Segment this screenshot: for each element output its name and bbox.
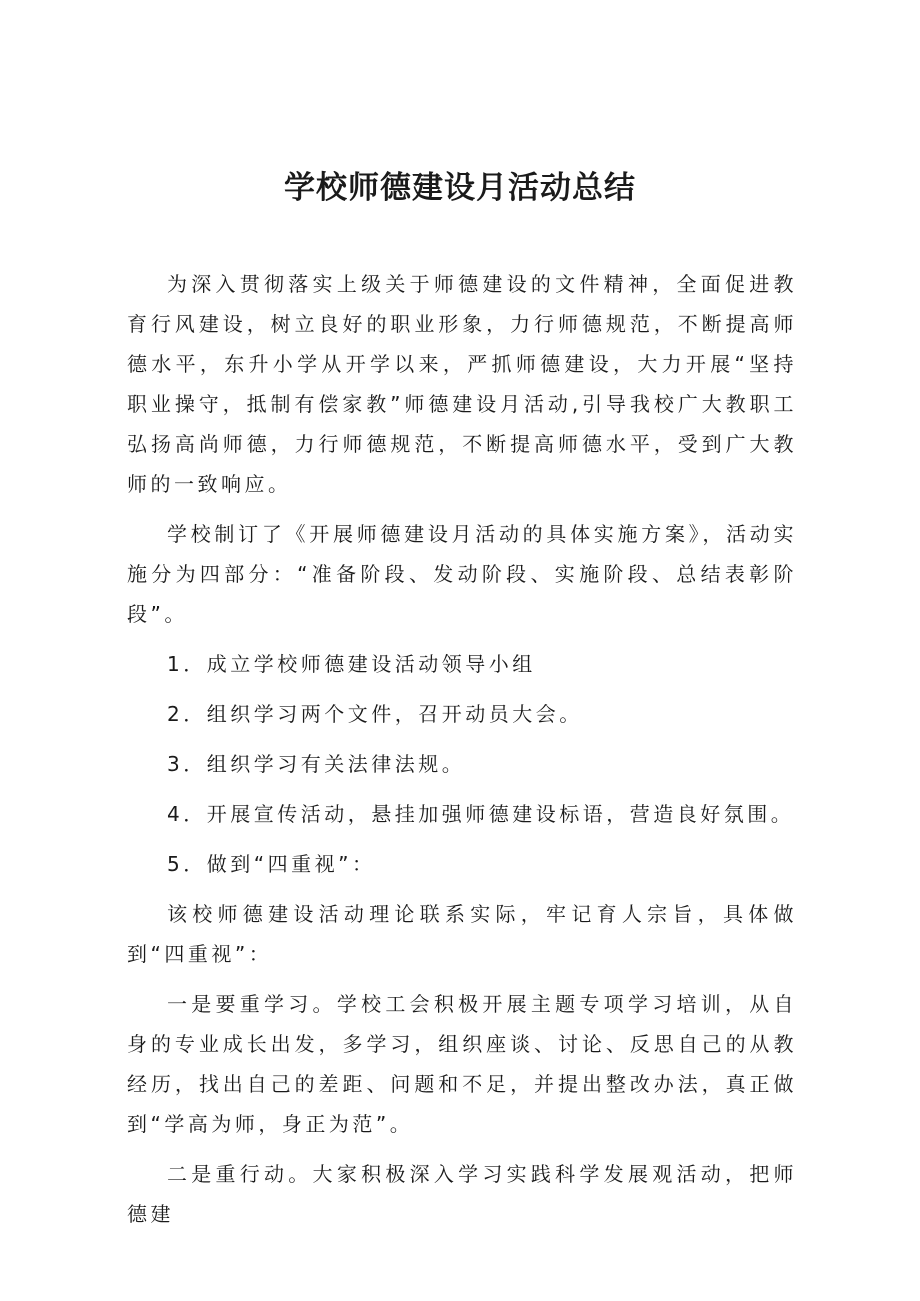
list-item-4: 4．开展宣传活动，悬挂加强师德建设标语，营造良好氛围。 [167, 802, 795, 826]
paragraph-study: 一是要重学习。学校工会积极开展主题专项学习培训，从自身的专业成长出发，多学习，组织座谈、讨论、反思自己的从教经历，找出自己的差距、问题和不足，并提出整改办法，真正做到“学高为师，身正为范”。 [127, 992, 797, 1136]
paragraph-action: 二是重行动。大家积极深入学习实践科学发展观活动，把师德建 [127, 1162, 797, 1226]
list-item-1: 1．成立学校师德建设活动领导小组 [167, 652, 536, 676]
paragraph-four-emphases: 该校师德建设活动理论联系实际，牢记育人宗旨，具体做到“四重视”： [127, 902, 797, 966]
paragraph-plan: 学校制订了《开展师德建设月活动的具体实施方案》，活动实施分为四部分：“准备阶段、发动阶段、实施阶段、总结表彰阶段”。 [127, 522, 797, 626]
paragraph-intro: 为深入贯彻落实上级关于师德建设的文件精神，全面促进教育行风建设，树立良好的职业形象，力行师德规范，不断提高师德水平，东升小学从开学以来，严抓师德建设，大力开展“坚持职业操守，抵制有偿家教”师德建设月活动,引导我校广大教职工弘扬高尚师德，力行师德规范，不断提高师德水平，受到广大教师的一致响应。 [127, 272, 797, 496]
list-item-5: 5．做到“四重视”： [167, 852, 376, 876]
document-title: 学校师德建设月活动总结 [284, 170, 636, 206]
list-item-2: 2．组织学习两个文件，召开动员大会。 [167, 702, 583, 726]
list-item-3: 3．组织学习有关法律法规。 [167, 752, 466, 776]
document-body [127, 264, 797, 1244]
